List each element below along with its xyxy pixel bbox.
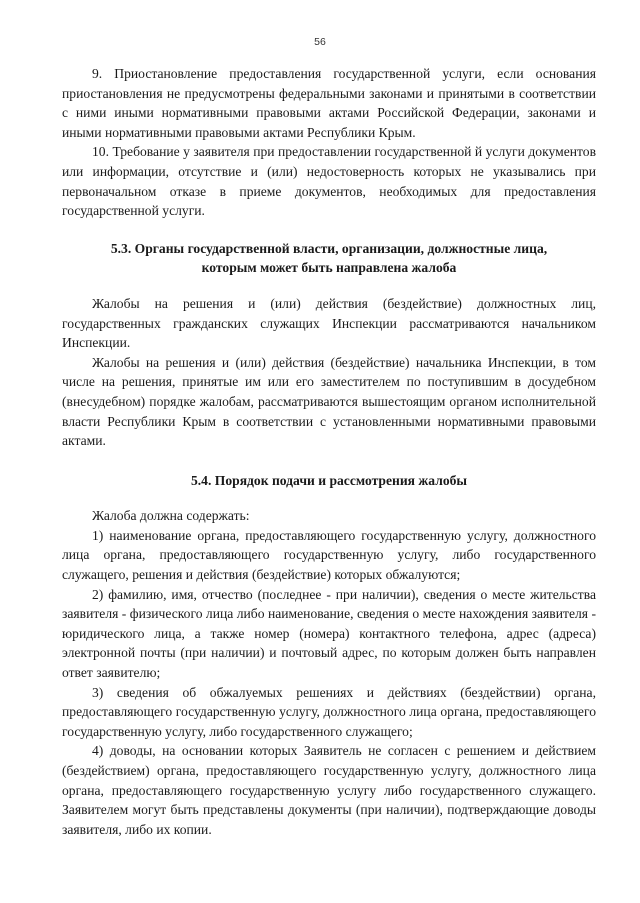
spacer bbox=[62, 451, 596, 471]
page-number: 56 bbox=[314, 36, 326, 48]
paragraph-list-item-2: 2) фамилию, имя, отчество (последнее - при наличии), сведения о месте жительства заявителя - физического лица либо наименование, сведения о месте нахождения заявителя - юридического лица, а также номер (номера) контактного телефона, адрес (адреса) электронной почты (при наличии) и почтовый адрес, по которым должен быть направлен ответ заявителю; bbox=[62, 586, 596, 681]
document-body bbox=[62, 64, 596, 839]
paragraph-list-item-4: 4) доводы, на основании которых Заявитель не согласен с решением и действием (бездействием) органа, предоставляющего государственную услугу, должностного лица органа, предоставляющего государственную услугу либо государственного служащего. Заявителем могут быть представлены документы (при наличии), подтверждающие доводы заявителя, либо их копии. bbox=[62, 743, 596, 837]
paragraph-item-10: 10. Требование у заявителя при предоставлении государственной й услуги документов или информации, отсутствие и (или) недостоверность которых не указывались при первоначальном отказе в приеме документов, необходимых для предоставления государственной услуги. bbox=[62, 144, 596, 219]
paragraph-list-item-3: 3) сведения об обжалуемых решениях и действиях (бездействии) органа, предоставляющего государственную услугу, должностного лица органа, предоставляющего государственную услугу, либо государственного служащего; bbox=[62, 684, 596, 739]
spacer bbox=[62, 221, 596, 239]
spacer bbox=[62, 490, 596, 506]
paragraph-complaints-head: Жалобы на решения и (или) действия (бездействие) начальника Инспекции, в том числе на решения, принятые им или его заместителем по поступившим в досудебном (внесудебном) порядке жалобам, рассматриваются вышестоящим органом исполнительной власти Республики Крым в соответствии с установленными нормативными правовыми актами. bbox=[62, 354, 596, 449]
paragraph-complaints-officials: Жалобы на решения и (или) действия (бездействие) должностных лиц, государственных гражданских служащих Инспекции рассматриваются начальником Инспекции. bbox=[62, 295, 596, 351]
section-heading-5-4: 5.4. Порядок подачи и рассмотрения жалобы bbox=[190, 472, 468, 488]
paragraph-list-item-1: 1) наименование органа, предоставляющего государственную услугу, должностного лица органа, предоставляющего государственную услугу, либо государственного служащего, решения и действия (бездействие) которых обжалуются; bbox=[62, 527, 596, 583]
paragraph-item-9: 9. Приостановление предоставления государственной услуги, если основания приостановления не предусмотрены федеральными законами и принятыми в соответствии с ними иными нормативными правовыми актами Российской Федерации, законами и иными нормативными правовыми актами Республики Крым. bbox=[62, 66, 596, 140]
spacer bbox=[62, 278, 596, 294]
paragraph-complaint-contents-intro: Жалоба должна содержать: bbox=[92, 508, 250, 524]
section-heading-5-3: 5.3. Органы государственной власти, организации, должностные лица, которым может быть направлена жалоба bbox=[110, 240, 548, 276]
